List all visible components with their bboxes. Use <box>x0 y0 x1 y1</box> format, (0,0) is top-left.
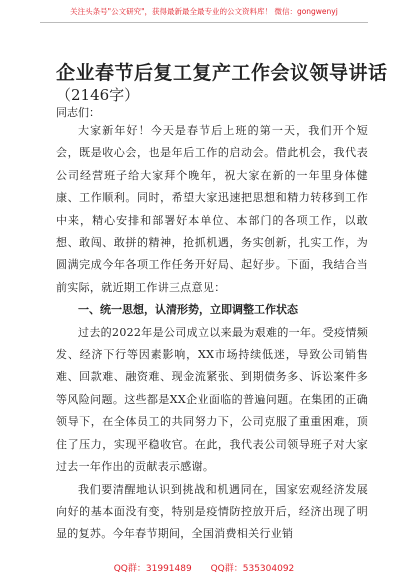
document-body <box>56 120 368 546</box>
salutation: 同志们： <box>56 106 100 119</box>
footer-qq-group-2: QQ群：535304092 <box>210 564 295 574</box>
document-title: 企业春节后复工复产工作会议领导讲话 <box>56 62 388 84</box>
body-paragraph: 过去的2022年是公司成立以来最为艰难的一年。受疫情频发、经济下行等因素影响，XX市场持续低迷，导致公司销售难、回款难、融资难、现金流紧张、到期债务多、诉讼案件多等风险问题。这些都是XX企业面临的普遍问题。在集团的正确领导下，在全体员工的共同努力下，公司克服了重重困难，顶住了压力，实现平稳收官。在此，我代表公司领导班子对大家过去一年作出的贡献表示感谢。 <box>56 325 368 474</box>
body-paragraph: 我们要清醒地认识到挑战和机遇同在，国家宏观经济发展向好的基本面没有变，特别是疫情防控放开后，经济出现了明显的复苏。今年春节期间，全国消费相关行业销 <box>56 482 368 541</box>
header-banner: 关注头条号"公文研究"，获得最新最全最专业的公文资料库！ 微信：gongwenyj <box>70 7 338 16</box>
footer-qq-group-1: QQ群：31991489 <box>113 564 192 574</box>
header-divider <box>40 22 368 23</box>
section-heading: 一、统一思想，认清形势，立即调整工作状态 <box>78 303 298 317</box>
footer <box>0 561 408 574</box>
word-count: （2146字） <box>56 86 140 104</box>
body-paragraph: 大家新年好！今天是春节后上班的第一天，我们开个短会，既是收心会，也是年后工作的启动会。借此机会，我代表公司经营班子给大家拜个晚年，祝大家在新的一年里身体健康、工作顺利。同时，希望大家迅速把思想和精力转移到工作中来，精心安排和部署好本单位、本部门的各项工作，以敢想、敢闯、敢拼的精神，抢抓机遇，务实创新，扎实工作，为圆满完成今年各项工作任务开好局、起好步。下面，我结合当前实际，就近期工作讲三点意见： <box>56 124 368 294</box>
